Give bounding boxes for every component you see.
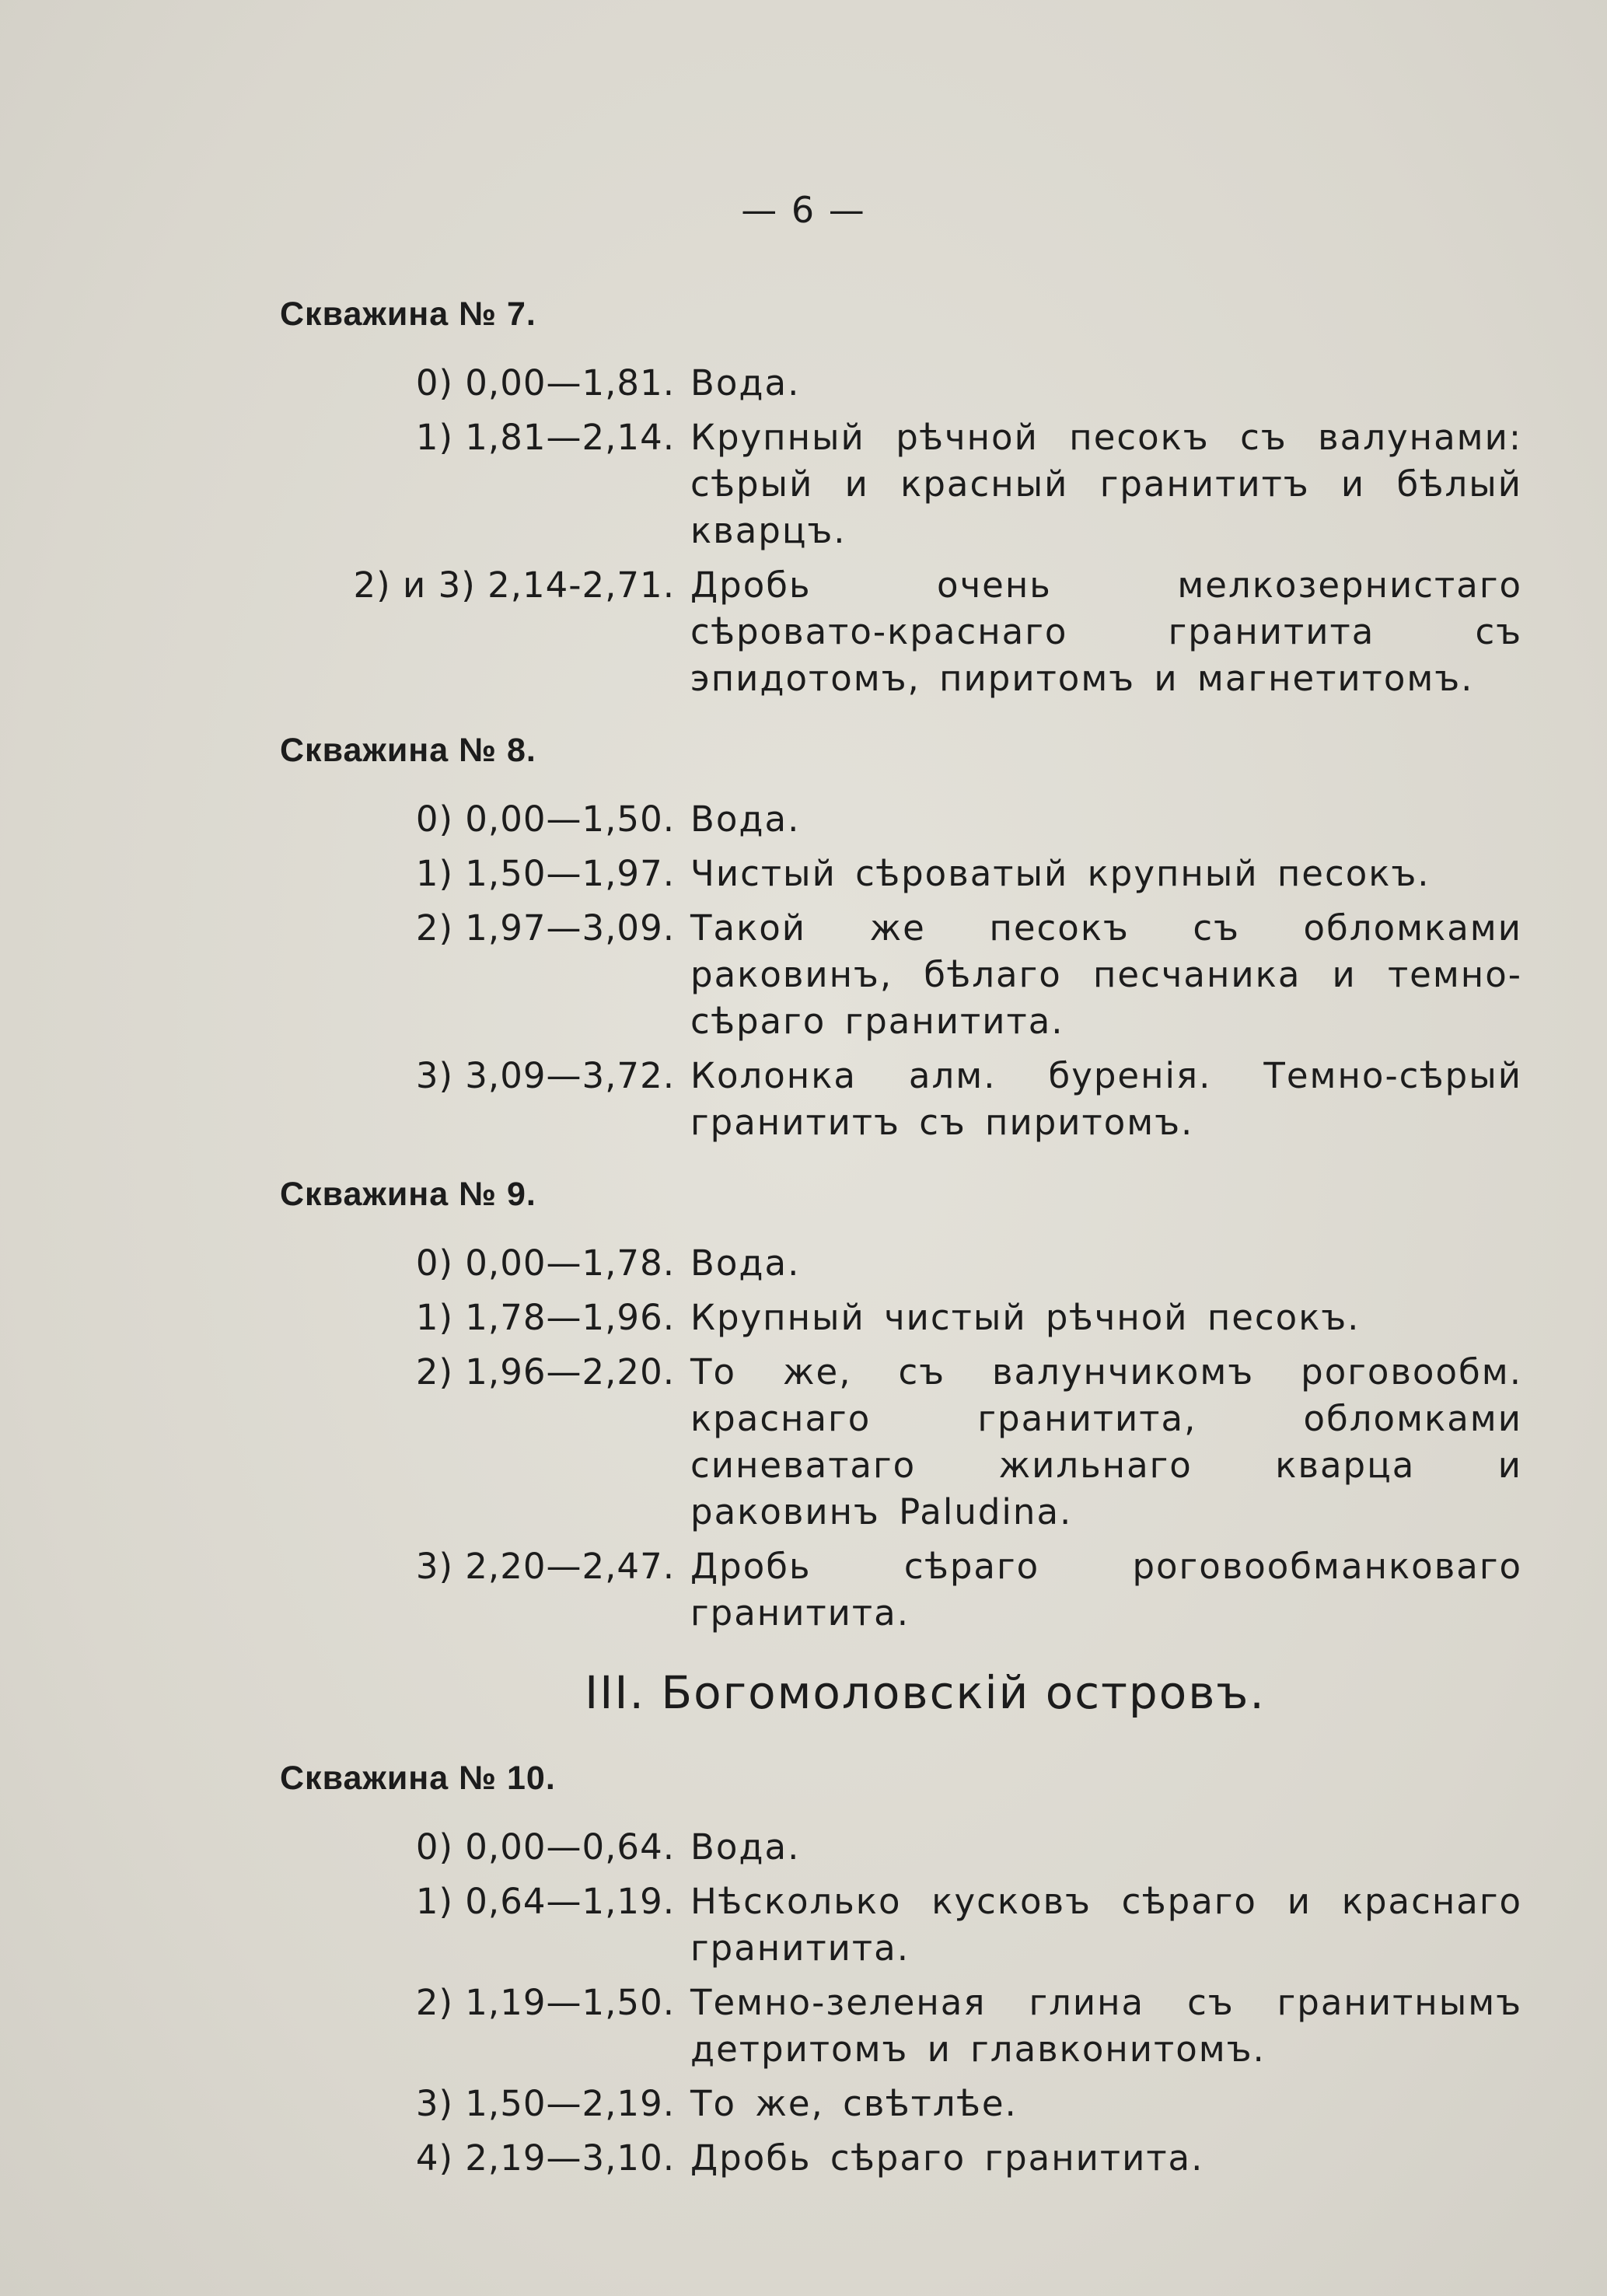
log-entry	[280, 1824, 1524, 1871]
layer-description: Чистый сѣроватый крупный песокъ.	[690, 853, 1431, 894]
well-9-block	[280, 1176, 1524, 1637]
depth-range: 0) 0,00—1,50.	[415, 799, 675, 840]
layer-description: Колонка алм. буренія. Темно-сѣрый гранититъ съ пиритомъ.	[690, 1055, 1522, 1143]
layer-description: Крупный чистый рѣчной песокъ.	[690, 1297, 1361, 1338]
depth-range: 0) 0,00—0,64.	[415, 1826, 675, 1868]
depth-range: 3) 2,20—2,47.	[415, 1546, 675, 1587]
log-entry	[280, 796, 1524, 843]
well-heading: Скважина № 10.	[280, 1760, 556, 1797]
layer-description: Темно-зеленая глина съ гранитнымъ детритомъ и главконитомъ.	[690, 1982, 1522, 2070]
page-content	[280, 295, 1524, 2211]
section-title: III. Богомоловскій островъ.	[585, 1666, 1266, 1719]
depth-range: 1) 1,81—2,14.	[415, 417, 675, 458]
well-7-block	[280, 295, 1524, 702]
log-entry	[280, 1878, 1524, 1972]
well-10-block	[280, 1760, 1524, 2182]
log-entry	[280, 1980, 1524, 2073]
log-entry	[280, 414, 1524, 554]
depth-range: 1) 1,50—1,97.	[415, 853, 675, 894]
depth-range: 2) 1,97—3,09.	[415, 907, 675, 949]
depth-range: 4) 2,19—3,10.	[415, 2137, 675, 2179]
log-entry	[280, 562, 1524, 702]
log-entry	[280, 1295, 1524, 1341]
log-entry	[280, 360, 1524, 407]
depth-range: 3) 3,09—3,72.	[415, 1055, 675, 1096]
log-entry	[280, 2081, 1524, 2127]
depth-range: 0) 0,00—1,78.	[415, 1242, 675, 1284]
depth-range: 2) 1,19—1,50.	[415, 1982, 675, 2023]
depth-range: 0) 0,00—1,81.	[415, 362, 675, 404]
layer-description: То же, съ валунчикомъ роговообм. краснаго гранитита, обломками синеватаго жильнаго кварца и раковинъ Paludina.	[690, 1351, 1522, 1532]
layer-description: Нѣсколько кусковъ сѣраго и краснаго гранитита.	[690, 1881, 1522, 1969]
log-entry	[280, 1349, 1524, 1536]
well-heading: Скважина № 9.	[280, 1176, 536, 1213]
depth-range: 3) 1,50—2,19.	[415, 2083, 675, 2124]
layer-description: То же, свѣтлѣе.	[690, 2083, 1018, 2124]
depth-range: 1) 0,64—1,19.	[415, 1881, 675, 1922]
layer-description: Вода.	[690, 362, 801, 404]
layer-description: Вода.	[690, 799, 801, 840]
log-entry	[280, 1053, 1524, 1146]
depth-range: 1) 1,78—1,96.	[415, 1297, 675, 1338]
depth-range: 2) 1,96—2,20.	[415, 1351, 675, 1393]
layer-description: Дробь сѣраго роговообманковаго гранитита.	[690, 1546, 1522, 1634]
layer-description: Такой же песокъ съ обломками раковинъ, бѣлаго песчаника и темно-сѣраго гранитита.	[690, 907, 1522, 1042]
depth-range: 2) и 3) 2,14-2,71.	[353, 564, 675, 606]
log-entry	[280, 851, 1524, 897]
log-entry	[280, 2135, 1524, 2182]
well-heading: Скважина № 8.	[280, 732, 536, 769]
layer-description: Дробь очень мелкозернистаго сѣровато-краснаго гранитита съ эпидотомъ, пиритомъ и магнетитомъ.	[690, 564, 1522, 699]
well-8-block	[280, 732, 1524, 1146]
layer-description: Вода.	[690, 1242, 801, 1284]
layer-description: Дробь сѣраго гранитита.	[690, 2137, 1204, 2179]
log-entry	[280, 1543, 1524, 1637]
page-number: — 6 —	[741, 189, 866, 231]
layer-description: Вода.	[690, 1826, 801, 1868]
log-entry	[280, 905, 1524, 1045]
log-entry	[280, 1240, 1524, 1287]
layer-description: Крупный рѣчной песокъ съ валунами: сѣрый и красный гранититъ и бѣлый кварцъ.	[690, 417, 1522, 551]
well-heading: Скважина № 7.	[280, 295, 536, 333]
